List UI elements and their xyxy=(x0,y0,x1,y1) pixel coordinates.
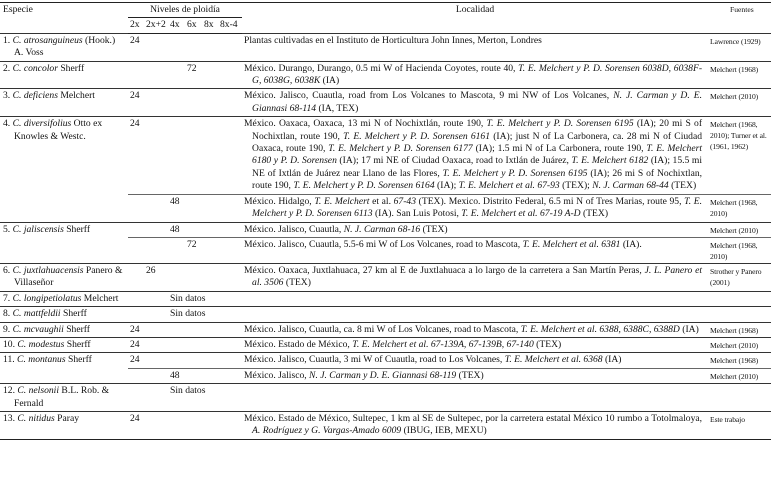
species-epithet: atrosanguineus xyxy=(23,34,83,46)
ploidy-cell-8x-4 xyxy=(218,411,242,439)
table-row xyxy=(0,117,771,194)
ploidy-header-8x: 8x xyxy=(202,18,218,33)
ploidy-cell-6x xyxy=(185,411,202,439)
ploidy-cell-2x xyxy=(128,263,144,291)
ploidy-cell-8x-4 xyxy=(218,237,242,263)
sources-cell: Melchert (1968, 2010); Turner et al. (1961, 1962) xyxy=(708,117,771,194)
species-genus: C. xyxy=(12,292,22,304)
locality-text: México. Hidalgo, xyxy=(244,195,315,207)
species-author: Sherff xyxy=(63,308,87,320)
species-epithet: juxtlahuacensis xyxy=(23,264,84,276)
ploidy-cell-8x-4 xyxy=(218,222,242,237)
ploidy-cell-2x+2 xyxy=(144,384,168,412)
collector-voucher: N. J. Carman 68-16 xyxy=(343,223,421,235)
sources-cell: Melchert (2010) xyxy=(708,89,771,117)
sources-cell xyxy=(708,291,771,306)
ploidy-header-2x+2: 2x+2 xyxy=(144,18,168,33)
ploidy-cell-2x+2 xyxy=(144,368,168,383)
locality-text: (IA) xyxy=(602,354,622,366)
table-row xyxy=(0,384,771,412)
collector-voucher: T. E. Melchert et al. 67-93 xyxy=(458,180,560,192)
ploidy-cell-4x: 48 xyxy=(168,194,185,222)
table-row xyxy=(0,33,771,61)
locality-text: (IA). San Luis Potosi, xyxy=(372,208,462,220)
ploidy-header-2x: 2x xyxy=(128,18,144,33)
locality-text: (TEX) xyxy=(283,277,311,289)
species-cell xyxy=(0,61,128,89)
collector-voucher: 67-43 xyxy=(393,195,417,207)
collector-voucher: T. E. Melchert 6180 y P. D. Sorensen xyxy=(252,143,703,167)
ploidy-cell-2x xyxy=(128,61,144,89)
ploidy-cell-2x+2 xyxy=(144,291,168,306)
ploidy-cell-8x xyxy=(202,322,218,337)
species-genus: C. xyxy=(12,90,22,102)
species-cell xyxy=(0,384,128,412)
species-column-header: Especie xyxy=(0,3,128,34)
species-author: Sherff xyxy=(66,338,91,350)
collector-voucher: T. E. Melchert et al. 6381 xyxy=(522,238,621,250)
collector-voucher: T. E. Melchert et al. 67-19 A-D xyxy=(461,208,581,220)
locality-text: (TEX); xyxy=(559,180,593,192)
locality-cell xyxy=(242,411,708,439)
species-number: 9. xyxy=(3,323,11,335)
sources-cell: Lawrence (1929) xyxy=(708,33,771,61)
ploidy-cell-6x: 72 xyxy=(185,237,202,263)
locality-text: et al. xyxy=(369,195,394,207)
ploidy-cell-6x: 72 xyxy=(185,61,202,89)
species-author: Sherff xyxy=(66,223,91,235)
sources-column-header: Fuentes xyxy=(708,3,771,34)
ploidy-cell-6x xyxy=(185,222,202,237)
collector-voucher: A. Rodríguez y G. Vargas-Amado 6009 xyxy=(252,425,402,437)
ploidy-cell-8x-4 xyxy=(218,353,242,368)
locality-text: (IA); 1.5 mi N of La Carbonera, route 190, xyxy=(472,143,647,155)
species-author: (Hook.) A. Voss xyxy=(14,34,116,59)
collector-voucher: T. E. Melchert y P. D. Sorensen 6113 xyxy=(252,195,703,220)
collector-voucher: T. E. Melchert y P. D. Sorensen 6164 xyxy=(293,180,435,192)
species-genus: C. xyxy=(12,264,22,276)
species-epithet: mattfeldii xyxy=(23,308,61,320)
ploidy-cell-2x+2 xyxy=(144,307,168,322)
ploidy-header-8x-4: 8x-4 xyxy=(218,18,242,33)
locality-cell xyxy=(242,353,708,368)
ploidy-cell-2x+2: 26 xyxy=(144,263,168,291)
ploidy-cell-6x xyxy=(185,89,202,117)
ploidy-cell-8x-4 xyxy=(218,337,242,352)
species-epithet: nelsonii xyxy=(28,385,60,397)
table-row xyxy=(0,263,771,291)
species-number: 13. xyxy=(3,412,15,424)
locality-text: México. Durango, Durango, 0.5 mi W of Hacienda Coyotes, route 40, xyxy=(244,62,519,74)
ploidy-cell-2x: 24 xyxy=(128,353,144,368)
collector-voucher: J. L. Panero et al. 3506 xyxy=(252,264,703,289)
table-row xyxy=(0,411,771,439)
sources-cell xyxy=(708,384,771,412)
collector-voucher: T. E. Melchert 6182 xyxy=(571,155,649,167)
locality-text: México. Jalisco, Cuautla, 5.5-6 mi W of Los Volcanes, road to Mascota, xyxy=(244,238,523,250)
species-number: 6. xyxy=(3,264,11,276)
ploidy-cell-2x+2 xyxy=(144,61,168,89)
sources-cell: Melchert (1968) xyxy=(708,322,771,337)
ploidy-cell-4x xyxy=(168,117,185,194)
locality-text: México. Jalisco, Cuautla, ca. 8 mi W of Los Volcanes, road to Mascota, xyxy=(244,323,521,335)
ploidy-cell-4x: 48 xyxy=(168,222,185,237)
locality-cell xyxy=(242,89,708,117)
ploidy-cell-6x xyxy=(185,194,202,222)
species-cell xyxy=(0,117,128,222)
ploidy-cell-8x-4 xyxy=(218,117,242,194)
ploidy-cell-2x: 24 xyxy=(128,411,144,439)
species-epithet: longipetiolatus xyxy=(23,292,82,304)
species-genus: C. xyxy=(12,118,22,130)
collector-voucher: T. E. Melchert y P. D. Sorensen 6177 xyxy=(328,143,473,155)
sources-cell: Melchert (2010) xyxy=(708,337,771,352)
ploidy-cell-6x xyxy=(185,263,202,291)
ploidy-cell-8x xyxy=(202,61,218,89)
ploidy-cell-2x+2 xyxy=(144,89,168,117)
table-row xyxy=(0,337,771,352)
ploidy-cell-2x+2 xyxy=(144,194,168,222)
ploidy-cell-2x xyxy=(128,222,144,237)
locality-text: (IA) xyxy=(679,323,699,335)
locality-text: (IA) xyxy=(320,75,340,87)
sources-cell: Melchert (1968, 2010) xyxy=(708,237,771,263)
locality-text: (TEX) xyxy=(456,369,484,381)
table-row xyxy=(0,61,771,89)
ploidy-cell-4x xyxy=(168,263,185,291)
collector-voucher: T. E. Melchert et al. 6368 xyxy=(504,354,603,366)
locality-cell xyxy=(242,384,708,412)
locality-cell xyxy=(242,33,708,61)
collector-voucher: N. J. Carman y D. E. Giannasi 68-114 xyxy=(252,90,703,114)
ploidy-cell-6x xyxy=(185,353,202,368)
table-row xyxy=(0,291,771,306)
locality-text: México. Jalisco, xyxy=(244,369,310,381)
collector-voucher: N. J. Carman y D. E. Giannasi 68-119 xyxy=(309,369,457,381)
ploidy-cell-6x xyxy=(185,322,202,337)
locality-text: (IA, TEX) xyxy=(316,102,359,114)
table-row xyxy=(0,89,771,117)
sources-cell: Melchert (1968) xyxy=(708,353,771,368)
ploidy-cell-8x xyxy=(202,411,218,439)
species-cell xyxy=(0,263,128,291)
collector-voucher: T. E. Melchert y P. D. Sorensen 6161 xyxy=(343,130,491,142)
species-genus: C. xyxy=(12,62,22,74)
ploidy-cell-2x xyxy=(128,237,144,263)
ploidy-cell-2x xyxy=(128,194,144,222)
locality-text: México. Estado de México, Sultepec, 1 km al SE de Sultepec, por la carretera estatal México 10 rumbo a Totolmaloya, xyxy=(244,412,703,424)
ploidy-cell-8x-4 xyxy=(218,194,242,222)
collector-voucher: N. J. Carman 68-44 xyxy=(592,180,669,192)
species-cell xyxy=(0,33,128,61)
ploidy-cell-4x xyxy=(168,33,185,61)
sources-cell: Strother y Panero (2001) xyxy=(708,263,771,291)
no-data-label: Sin datos xyxy=(168,307,242,322)
locality-cell xyxy=(242,368,708,383)
ploidy-cell-4x: 48 xyxy=(168,368,185,383)
locality-cell xyxy=(242,194,708,222)
ploidy-cell-6x xyxy=(185,33,202,61)
species-number: 4. xyxy=(3,118,11,130)
locality-cell xyxy=(242,322,708,337)
species-genus: C. xyxy=(17,385,27,397)
species-genus: C. xyxy=(12,323,22,335)
species-genus: C. xyxy=(12,34,22,46)
species-author: Sherff xyxy=(60,62,85,74)
ploidy-cell-8x-4 xyxy=(218,61,242,89)
ploidy-cell-2x xyxy=(128,291,144,306)
ploidy-cell-4x xyxy=(168,322,185,337)
locality-text: (IA); 26 mi S of Nochixtlan, route 190, xyxy=(252,167,703,192)
locality-text: México. Oaxaca, Oaxaca, 13 mi N of Nochixtlán, route 190, xyxy=(244,118,487,130)
species-cell xyxy=(0,222,128,263)
table-row xyxy=(0,353,771,368)
species-genus: C. xyxy=(17,354,26,366)
ploidy-cell-2x xyxy=(128,368,144,383)
species-epithet: concolor xyxy=(23,62,58,74)
ploidy-cell-2x xyxy=(128,384,144,412)
locality-text: Plantas cultivadas en el Instituto de Horticultura John Innes, Merton, Londres xyxy=(244,34,542,46)
species-epithet: diversifolius xyxy=(23,118,72,130)
ploidy-cell-2x: 24 xyxy=(128,337,144,352)
species-cell xyxy=(0,307,128,322)
locality-text: (IA); xyxy=(434,180,459,192)
locality-text: (IA); 17 mi NE of Ciudad Oaxaca, road to Ixtlán de Juárez, xyxy=(336,155,572,167)
species-epithet: jaliscensis xyxy=(23,223,64,235)
locality-cell xyxy=(242,117,708,194)
ploidy-cell-2x+2 xyxy=(144,33,168,61)
species-epithet: modestus xyxy=(28,338,65,350)
collector-voucher: T. E. Melchert y P. D. Sorensen 6195 xyxy=(486,118,634,130)
ploidy-cell-8x xyxy=(202,368,218,383)
locality-column-header: Localidad xyxy=(242,3,708,34)
ploidy-cell-4x xyxy=(168,411,185,439)
species-author: Melchert xyxy=(60,90,95,102)
no-data-label: Sin datos xyxy=(168,291,242,306)
ploidy-cell-8x xyxy=(202,194,218,222)
sources-cell: Melchert (1968, 2010) xyxy=(708,194,771,222)
sources-cell xyxy=(708,307,771,322)
collector-voucher: T. E. Melchert et al. 6388, 6388C, 6388D xyxy=(520,323,680,335)
ploidy-cell-8x-4 xyxy=(218,33,242,61)
ploidy-cell-2x: 24 xyxy=(128,322,144,337)
ploidy-cell-4x xyxy=(168,337,185,352)
locality-text: (TEX) xyxy=(533,338,562,350)
ploidy-cell-2x+2 xyxy=(144,237,168,263)
locality-text: (TEX) xyxy=(580,208,609,220)
species-cell xyxy=(0,353,128,384)
ploidy-cell-4x xyxy=(168,353,185,368)
collector-voucher: T. E. Melchert y P. D. Sorensen 6195 xyxy=(442,167,588,179)
ploidy-cell-8x xyxy=(202,89,218,117)
ploidy-cell-8x xyxy=(202,237,218,263)
locality-text: México. Estado de México, xyxy=(244,338,353,350)
species-number: 3. xyxy=(3,90,11,102)
species-number: 7. xyxy=(3,292,11,304)
species-number: 10. xyxy=(3,338,15,350)
ploidy-cell-2x+2 xyxy=(144,337,168,352)
species-author: Otto ex Knowles & Westc. xyxy=(14,118,103,142)
ploidy-group-header: Niveles de ploidía xyxy=(128,3,242,18)
locality-cell xyxy=(242,291,708,306)
locality-text: México. Oaxaca, Juxtlahuaca, 27 km al E de Juxtlahuaca a lo largo de la carretera a San Martín Peras, xyxy=(244,264,645,276)
locality-cell xyxy=(242,222,708,237)
ploidy-table xyxy=(0,2,771,440)
species-author: Sherff xyxy=(66,323,91,335)
species-number: 8. xyxy=(3,308,11,320)
sources-cell: Este trabajo xyxy=(708,411,771,439)
species-cell xyxy=(0,89,128,117)
ploidy-cell-2x+2 xyxy=(144,322,168,337)
sources-cell: Melchert (2010) xyxy=(708,222,771,237)
species-author: B.L. Rob. & Fernald xyxy=(14,385,110,409)
locality-text: México. Jalisco, Cuautla, xyxy=(244,223,344,235)
locality-text: (TEX). Mexico. Distrito Federal, 6.5 mi N of Tres Marias, route 95, xyxy=(416,195,685,207)
ploidy-header-4x: 4x xyxy=(168,18,185,33)
table-row xyxy=(0,222,771,237)
ploidy-cell-8x xyxy=(202,337,218,352)
ploidy-cell-8x xyxy=(202,263,218,291)
collector-voucher: T. E. Melchert xyxy=(314,195,370,207)
species-author: Panero & Villaseñor xyxy=(14,264,123,289)
species-author: Sherff xyxy=(67,354,92,366)
ploidy-cell-8x-4 xyxy=(218,322,242,337)
no-data-label: Sin datos xyxy=(168,384,242,412)
species-epithet: deficiens xyxy=(23,90,58,102)
collector-voucher: T. E. Melchert et al. 67-139A, 67-139B, 67-140 xyxy=(352,338,534,350)
ploidy-cell-4x xyxy=(168,237,185,263)
ploidy-cell-8x-4 xyxy=(218,263,242,291)
ploidy-cell-6x xyxy=(185,117,202,194)
ploidy-cell-2x+2 xyxy=(144,353,168,368)
species-genus: C. xyxy=(12,308,22,320)
species-genus: C. xyxy=(17,338,27,350)
ploidy-cell-4x xyxy=(168,61,185,89)
locality-text: (TEX) xyxy=(668,180,697,192)
species-epithet: nitidus xyxy=(28,412,55,424)
species-author: Melchert xyxy=(83,292,119,304)
ploidy-cell-2x+2 xyxy=(144,117,168,194)
species-epithet: montanus xyxy=(28,354,66,366)
ploidy-cell-2x+2 xyxy=(144,411,168,439)
species-genus: C. xyxy=(17,412,27,424)
species-author: Paray xyxy=(57,412,79,424)
locality-text: México. Jalisco, Cuautla, road from Los Volcanes to Mascota, 9 mi NW of Los Volcanes, xyxy=(244,90,614,102)
ploidy-cell-8x xyxy=(202,222,218,237)
locality-text: (IA). xyxy=(620,238,642,250)
ploidy-cell-4x xyxy=(168,89,185,117)
ploidy-cell-6x xyxy=(185,337,202,352)
locality-cell xyxy=(242,337,708,352)
locality-cell xyxy=(242,237,708,263)
locality-cell xyxy=(242,263,708,291)
species-number: 1. xyxy=(3,34,11,46)
locality-text: (IBUG, IEB, MEXU) xyxy=(401,425,487,437)
species-epithet: mcvaughii xyxy=(23,323,64,335)
locality-text: (IA); 15.5 mi NE of Ixtlán de Juárez near Llano de las Flores, xyxy=(252,155,703,179)
ploidy-cell-2x: 24 xyxy=(128,89,144,117)
ploidy-cell-8x-4 xyxy=(218,368,242,383)
locality-text: México. Jalisco, Cuautla, 3 mi W of Cuautla, road to Los Volcanes, xyxy=(244,354,505,366)
species-cell xyxy=(0,291,128,306)
species-number: 2. xyxy=(3,62,11,74)
ploidy-cell-2x: 24 xyxy=(128,117,144,194)
species-cell xyxy=(0,337,128,352)
locality-text: (TEX) xyxy=(420,223,448,235)
species-cell xyxy=(0,322,128,337)
table-row xyxy=(0,322,771,337)
table-body xyxy=(0,33,771,439)
ploidy-cell-2x xyxy=(128,307,144,322)
ploidy-cell-8x xyxy=(202,33,218,61)
species-number: 5. xyxy=(3,223,11,235)
locality-text: (IA); 20 mi S of Nochixtlan, route 190, xyxy=(252,118,703,142)
locality-cell xyxy=(242,307,708,322)
table-row xyxy=(0,307,771,322)
species-genus: C. xyxy=(12,223,22,235)
species-number: 11. xyxy=(3,354,15,366)
ploidy-cell-8x xyxy=(202,353,218,368)
ploidy-header-6x: 6x xyxy=(185,18,202,33)
locality-text: (IA); just N of La Carbonera, ca. 28 mi N of Ciudad Oaxaca, route 190, xyxy=(252,130,703,155)
ploidy-cell-2x+2 xyxy=(144,222,168,237)
ploidy-cell-6x xyxy=(185,368,202,383)
collector-voucher: T. E. Melchert y P. D. Sorensen 6038D, 6038F-G, 6038G, 6038K xyxy=(252,62,703,87)
species-number: 12. xyxy=(3,385,15,397)
ploidy-cell-8x-4 xyxy=(218,89,242,117)
locality-cell xyxy=(242,61,708,89)
sources-cell: Melchert (1968) xyxy=(708,61,771,89)
sources-cell: Melchert (2010) xyxy=(708,368,771,383)
ploidy-cell-8x xyxy=(202,117,218,194)
ploidy-cell-2x: 24 xyxy=(128,33,144,61)
species-cell xyxy=(0,411,128,439)
